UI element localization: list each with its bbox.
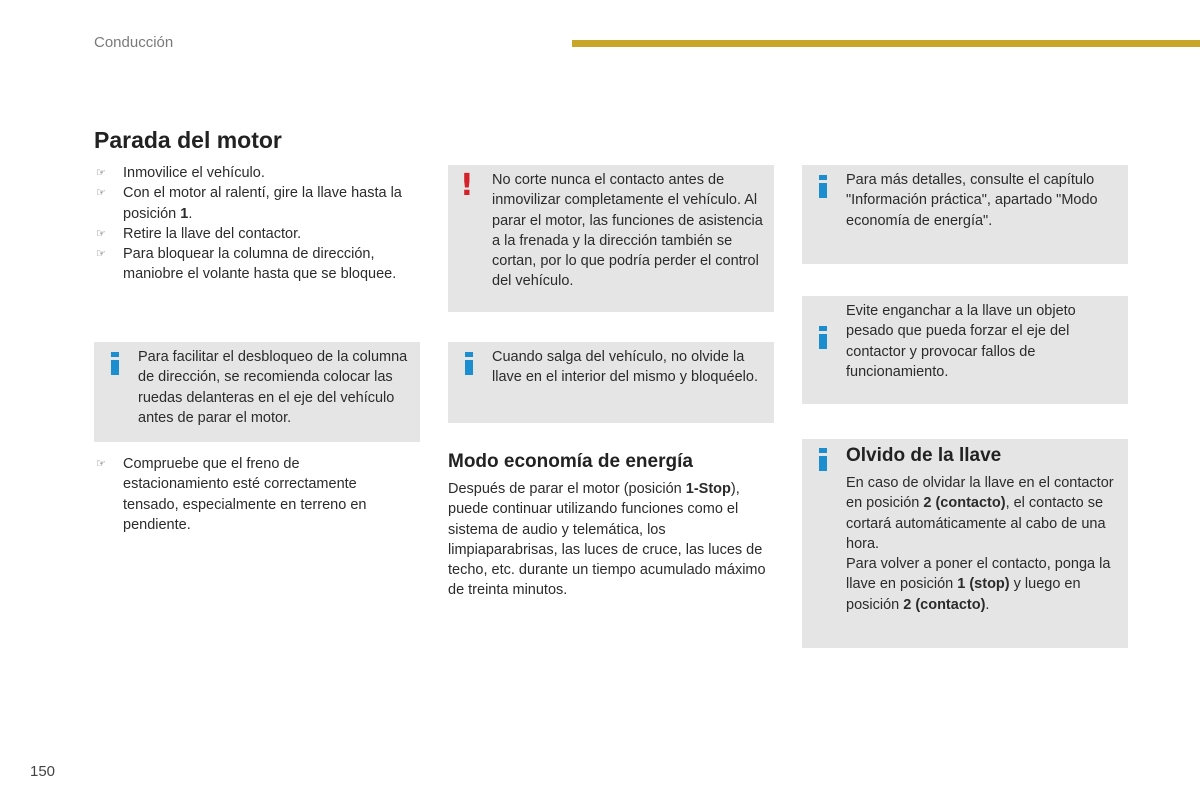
eco-mode-paragraph: Después de parar el motor (posición 1-Stop), puede continuar utilizando funciones como el sistema de audio y telemática, los limpiaparabrisas, las luces de cruce, las luces de techo, etc. durante un tiempo acumulado máximo de treinta minutos. — [448, 481, 766, 599]
page-number: 150 — [30, 763, 56, 780]
warning-icon: ! — [460, 168, 474, 203]
warning-text: No corte nunca el contacto antes de inmovilizar completamente el vehículo. Al parar el motor, las funciones de asistencia a la frenada y la dirección también se cortan, por lo que podría perder el control del vehículo. — [492, 172, 763, 290]
arrow-right-icon: ☞ — [96, 167, 106, 179]
parking-brake-list — [94, 454, 404, 535]
list-item: ☞ Con el motor al ralentí, gire la llave hasta la posición 1. — [96, 185, 402, 222]
list-item: ☞ Retire la llave del contactor. — [94, 224, 424, 244]
list-item: ☞ Compruebe que el freno de estacionamiento esté correctamente tensado, especialmente en terreno en pendiente. — [96, 456, 367, 533]
section-label: Conducción — [94, 34, 174, 51]
arrow-right-icon: ☞ — [96, 187, 106, 200]
list-item: ☞ Para bloquear la columna de dirección, maniobre el volante hasta que se bloquee. — [96, 246, 397, 283]
info-text: Cuando salga del vehículo, no olvide la llave en el interior del mismo y bloquéelo. — [492, 349, 758, 386]
forgot-key-paragraph: En caso de olvidar la llave en el contactor en posición 2 (contacto), el contacto se cortará automáticamente al cabo de una hora. Para volver a poner el contacto, ponga la llave en posición 1 (stop) y luego en posición 2 (contacto). — [846, 475, 1114, 613]
arrow-right-icon: ☞ — [96, 458, 106, 470]
arrow-right-icon: ☞ — [96, 227, 106, 240]
warning-box — [448, 165, 774, 312]
info-text: Evite enganchar a la llave un objeto pesado que pueda forzar el eje del contactor y provocar fallos de funcionamiento. — [846, 303, 1076, 380]
forgot-key-box — [802, 439, 1128, 648]
info-text: Para facilitar el desbloqueo de la columna de dirección, se recomienda colocar las ruedas delanteras en el eje del vehículo antes de parar el motor. — [138, 349, 408, 426]
info-box-heavy-object — [802, 296, 1128, 404]
arrow-right-icon: ☞ — [96, 248, 106, 261]
forgot-key-heading: Olvido de la llave — [846, 445, 1002, 466]
list-item: ☞ Inmovilice el vehículo. — [94, 163, 424, 183]
info-box-key — [448, 342, 774, 423]
info-text: Para más detalles, consulte el capítulo "Información práctica", apartado "Modo economía de energía". — [846, 172, 1098, 229]
page-title: Parada del motor — [94, 127, 282, 153]
steps-list — [94, 163, 424, 285]
info-box-details — [802, 165, 1128, 264]
eco-mode-heading: Modo economía de energía — [448, 451, 693, 472]
header-accent-bar — [572, 40, 1200, 47]
info-box-steering — [94, 342, 420, 442]
